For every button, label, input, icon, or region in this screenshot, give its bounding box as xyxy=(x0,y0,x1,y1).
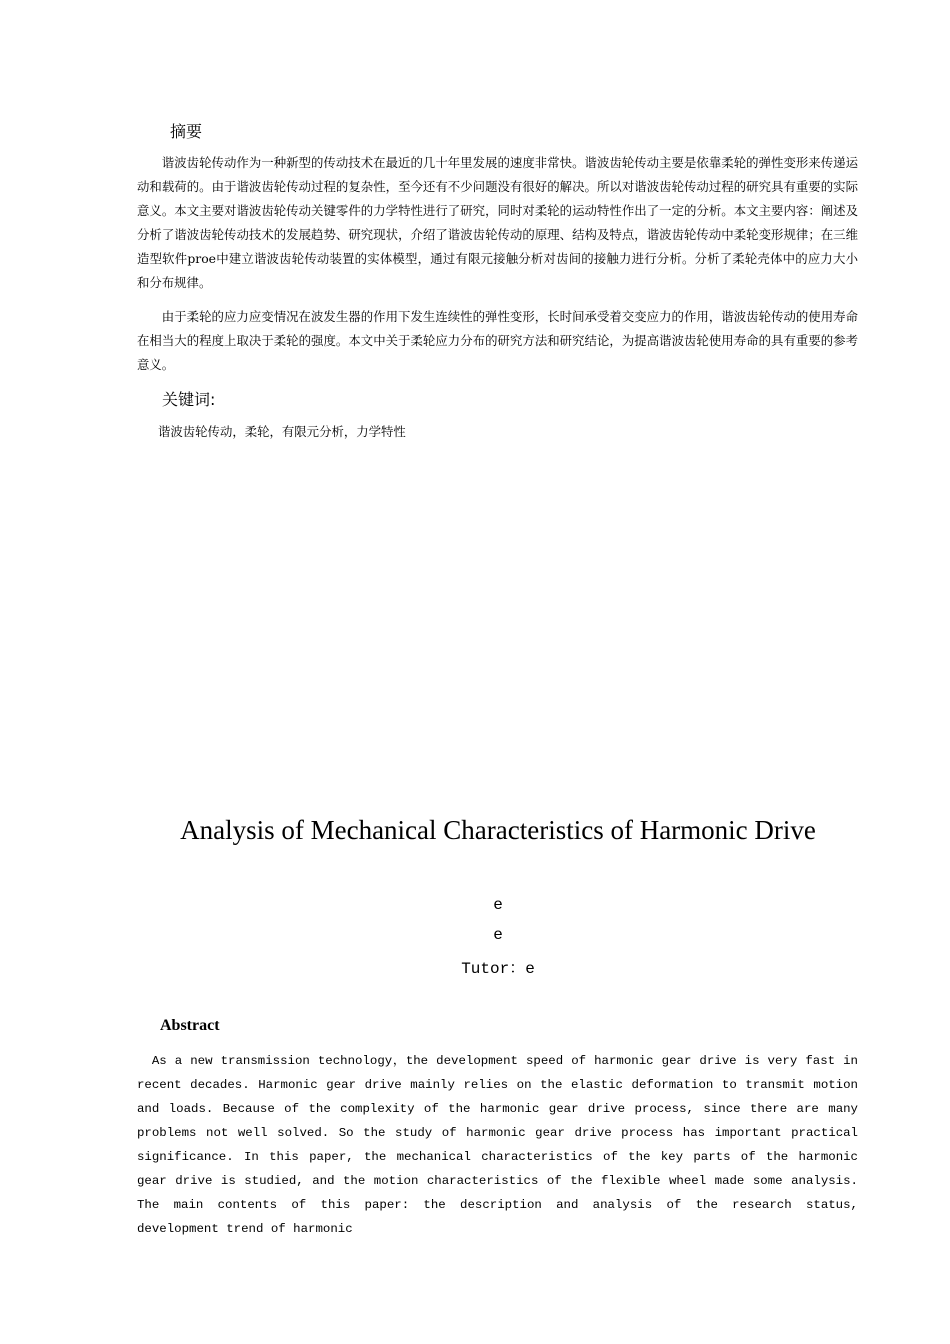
tutor-line: Tutor：e xyxy=(461,960,535,978)
cn-abstract-paragraph-2: 由于柔轮的应力应变情况在波发生器的作用下发生连续性的弹性变形，长时间承受着交变应力的作用，谐波齿轮传动的使用寿命在相当大的程度上取决于柔轮的强度。本文中关于柔轮应力分布的研究方法和研究结论，为提高谐波齿轮使用寿命的具有重要的参考意义。 xyxy=(137,309,858,372)
author-name: e xyxy=(493,896,503,914)
english-abstract-paragraph: As a new transmission technology，the development speed of harmonic gear drive is very fast in recent decades. Harmonic gear drive mainly relies on the elastic deformation to transmit motion and loads. Because of the complexity of the harmonic gear drive process, since there are many problems not well solved. So the study of harmonic gear drive process has important practical significance. In this paper, the mechanical characteristics of the key parts of the harmonic gear drive is studied, and the motion characteristics of the flexible wheel made some analysis. The main contents of this paper: the description and analysis of the research status, development trend of harmonic xyxy=(137,1054,858,1236)
author-affiliation: e xyxy=(493,926,503,944)
cn-abstract-heading: 摘要 xyxy=(170,122,203,141)
cn-abstract-paragraph-1: 谐波齿轮传动作为一种新型的传动技术在最近的几十年里发展的速度非常快。谐波齿轮传动主要是依靠柔轮的弹性变形来传递运动和载荷的。由于谐波齿轮传动过程的复杂性，至今还有不少问题没有很好的解决。所以对谐波齿轮传动过程的研究具有重要的实际意义。本文主要对谐波齿轮传动关键零件的力学特性进行了研究，同时对柔轮的运动特性作出了一定的分析。本文主要内容：阐述及分析了谐波齿轮传动技术的发展趋势、研究现状，介绍了谐波齿轮传动的原理、结构及特点，谐波齿轮传动中柔轮变形规律；在三维造型软件proe中建立谐波齿轮传动装置的实体模型，通过有限元接触分析对齿间的接触力进行分析。分析了柔轮壳体中的应力大小和分布规律。 xyxy=(137,155,858,290)
english-title: Analysis of Mechanical Characteristics of Harmonic Drive xyxy=(180,815,816,845)
english-abstract-heading: Abstract xyxy=(160,1017,220,1034)
cn-keywords: 谐波齿轮传动，柔轮，有限元分析，力学特性 xyxy=(158,424,406,439)
cn-keywords-heading: 关键词: xyxy=(162,390,216,409)
